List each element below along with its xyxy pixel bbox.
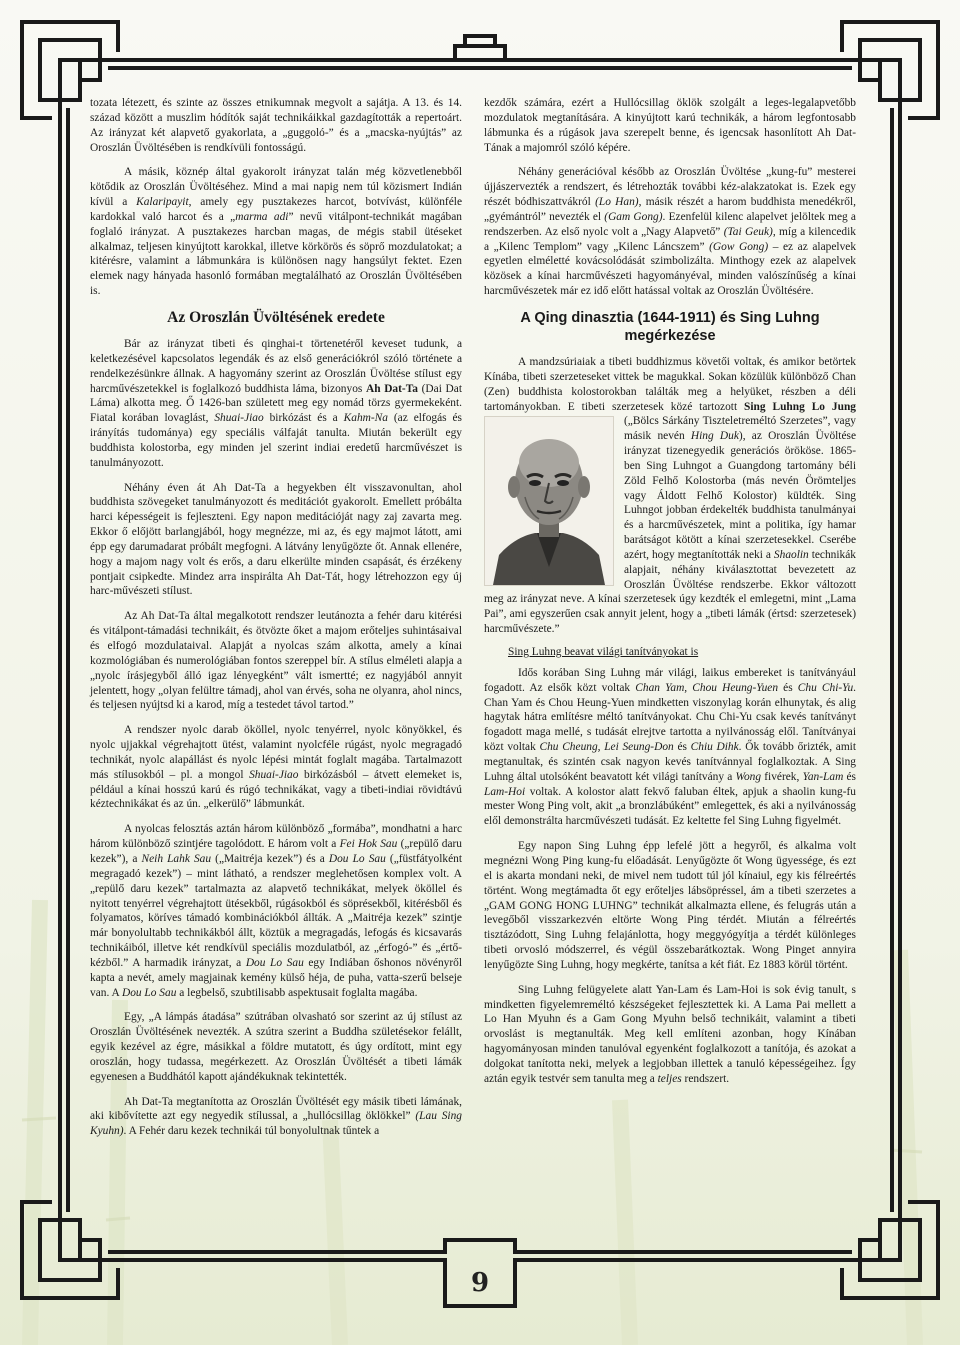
page-content <box>90 96 872 1246</box>
section-heading-origin: Az Oroszlán Üvöltésének eredete <box>167 308 385 326</box>
left-paragraph-1: tozata létezett, és szinte az összes etnikumnak megvolt a sajátja. A 13. és 14. század között a muszlim hódítók saját technikáikkal gazdagították a repertoárt. Az irányzat két alapvető gyakorlata, a „guggoló-” és a „macska-nyújtás” az Oroszlán Üvöltésében is rendkívüli fontosságú. <box>90 97 462 154</box>
subheading-lay-disciples: Sing Luhng beavat világi tanítványokat is <box>508 646 699 658</box>
left-paragraph-7: A nyolcas felosztás aztán három különböző „formába”, mondhatni a harc három különböző szintjére tagolódott. E három volt a Fei Hok Sau („repülő daru kezek”), a Neih Lahk Sau („Maitréja kezek”) és a Dou Lo Sau („füstfátyolként megragadó kezek”) – mint látható, a rendszer meglehetősen komplex volt. A „repülő daru kezek” tartalmazta az alapvető technikákat, melyek ököllel és nyitott tenyérrel végrehajtott ütésekből, rúgásokból és söprésekből, kitérésből és folyamatos, köríves támadó kombinációkból állták. A „Maitréja kezek” szintje már bonyolultabb technikákból állt, köztük a megragadás, lefogás és kicsavarás technikáiból, illetve két rendkívül speciális mozdulatból, az „érfogó-” és „értő-kézből.” A harmadik irányzat, a Dou Lo Sau egy Indiában őshonos növényről kapta a nevét, amely magjainak kemény külső héja, de puha, vatta-szerű belseje van. A Dou Lo Sau a legbelső, szubtilisabb aspektusait foglalta magába. <box>90 823 463 999</box>
right-paragraph-1: kezdők számára, ezért a Hullócsillag öklök szolgált a leges-legalapvetőbb mozdulatok megtanítására. A kinyújtott karú technikák, a három legfontosabb lábmunka és a rúgások java szerepelt benne, és igencsak hasonlított Ah Dat-Tának a majomról szóló képére. <box>484 97 856 154</box>
left-paragraph-3: Bár az irányzat tibeti és qinghai-t törtenetéről keveset tudunk, a keletkezésével kapcsolatos legendák és az első generációkról szóló története a rendelkezésünkre állnak. A hagyomány szerint az Oroszlán Üvöltése stílust egy harcművészetekkel is foglalkozó buddhista láma, bizonyos Ah Dat-Ta (Dai Dat Láma) alkotta meg. Ő 1426-ban született meg egy nomád törzs gyermekeként. Fiatal korában lovaglást, Shuai-Jiao birkózást és a Kahm-Na (az elfogás és irányítás tudománya) egy speciális válfaját tanulta. Miután bekerült egy buddhista kolostorba, egy minden jel szerint indiai eredetű harcművészet is tanulmányozott. <box>90 337 462 469</box>
left-column <box>90 96 462 1149</box>
right-paragraph-2: Néhány generációval később az Oroszlán Üvöltése „kung-fu” mesterei újjászervezték a rendszert, és létrehozták további kéz-alakzatokat is. Ezek egy részét bódhiszattvákról (Lo Han), másik részét a harom buddhista menedékről, „gyémántról” nevezték el (Gam Gong). Ezenfelül kilenc alapelvet jelöltek meg a rendszerben. Az első nyolc volt a „Nagy Alapvető” (Tai Geuk), míg a kilencedik a „Kilenc Templom” vagy „Kilenc Láncszem” (Gow Gong) – ez az alapelvek egyetlen elméletté kovácsolódását szimbolizálta. Minthogy ezek az alapelvek közösek a kínai harcművészeti hagyományéval, minden valószínűség a kínai harcművészetek már ez idő előtt hatással voltak az Oroszlán Üvöltésére. <box>484 166 857 298</box>
section-heading-qing: A Qing dinasztia (1644-1911) és Sing Luhng megérkezése <box>520 309 820 344</box>
left-paragraph-9: Ah Dat-Ta megtanította az Oroszlán Üvöltését egy másik tibeti lámának, aki kibővítette azt egy negyedik stílussal, a „hullócsillag öklökkel” (Lau Sing Kyuhn). A Fehér daru kezek technikái túl bonyolultnak tűntek a <box>90 1095 462 1138</box>
left-paragraph-6: A rendszer nyolc darab ököllel, nyolc tenyérrel, nyolc könyökkel, és nyolc ujjakkal végrehajtott ütést, valamint nyolcféle rúgást, nyolc megragadó technikát, nyolc alapállást és nyolc lépési mintát foglalt magába. Tartalmazott más stílusokból – pl. a mongol Shuai-Jiao birkózásból – átvett elemeket is, például a kínai hosszú karú és rúgó technikákat, vagy a tibeti-indiai rövidtávú kéztechnikákat és az ún. „elkerülő” lábmunkát. <box>90 724 463 811</box>
left-paragraph-2: A másik, köznép által gyakorolt irányzat talán még közvetlenebből kötődik az Oroszlán Üvöltéséhez. Mind a mai napig nem túl közismert Indián kívül a Kalaripayit, amely egy pusztakezes harcot, botvívást, különféle kardokkal való harcot és a „marma adi” nevű vitálpont-technikát magában foglaló irányzat. A pusztakezes harcban magas, de mégis stabil ütéseket alkalmaz, teljesen kinyújtott karokkal, illetve körkörös és söprő mozdulatokat; a kitérésre, valamint a lábmunkára is különösen nagy hangsúlyt fektet. Ezen elemek nagy hányada hasonló formában megtalálható az Oroszlán Üvöltésében is. <box>90 166 462 298</box>
right-paragraph-6: Sing Luhng felügyelete alatt Yan-Lam és Lam-Hoi is sok évig tanult, s mindketten figyelemreméltó készségeket fejlesztettek ki. A Lama Pai mellett a Lo Han Myuhn és a Gam Gong Myuhn belső technikáit, valamint a tibeti orvoslást is megtanulták. Meg kell említeni azonban, hogy Kínában hagyományosan minden tanulóval egyenként foglalkozott a tanítója, és azokat a dolgokat tanította neki, melyek a legjobban illettek a tanuló képességeihez. Így aztán egyik testvér sem tanulta meg a teljes rendszert. <box>484 983 856 1085</box>
right-paragraph-3a: A mandzsúriaiak a tibeti buddhizmus követői voltak, és amikor betörtek Kínába, tibeti szerzeteseket vittek be magukkal. Sokan közülük különböző Chan (Zen) buddhista kolostorokban találták meg a helyüket, részben a déli tartományokban. E tibeti szerzetesek közé tartozott Sing Luhng Lo Jung („Bölcs Sárkány Tiszteletreméltó Szerzetes”, vagy másik nevén Hing Duk), az Oroszlán Üvöltése irányzat tizenegyedik generációs örököse. 1865-ben Sing Luhngot a Guangdong tartomány béli Zöld Felhő Kolostorba (más nevén Örömteljes vagy Áldott Felhő Kolostor) küldték. Sing Luhngot jobban érdekelték buddhista tanulmányai és a harcművészetek, mint a politika, így hamar barátságot kötött a kínai szerzetesekkel. Cserébe azért, hogy megtanították neki a Shaolin technikák alapjait, néhány kiválasztottat bevezetett az Oroszlán Üvöltése rendszerbe. Ekkor változott meg az irányzat neve. A kínai szerzetesek úgy kezdték el emlegetni, mint „Lama Pai”, ami egyszerűen csak annyit jelent, hogy a „tibeti lámák (értsd: szerzetesek) harcművészete.” <box>484 355 857 636</box>
left-paragraph-5: Az Ah Dat-Ta által megalkotott rendszer leutánozta a fehér daru kitérési és vitálpont-támadási technikáit, és ötvözte őket a majom erőteljes suhintásaival és elfogó mozdulataival. Alapját a nyolcas szám alkotta, amely a kínai kozmológiában és numerológiában fontos szereppel bír. A stílus elméleti alapja a „nyolc írásjegyből álló igaz lényegként” vált ismertté; ez nagyjából annyit jelentett, hogy „olyan felültre támadj, ahol van érvés, soha ne olyanra, ahol nincs, és teljesen nyújtsd ki a karod, míg a testedet távol tartod.” <box>90 610 462 712</box>
portrait-image <box>484 416 614 586</box>
left-paragraph-8: Egy, „A lámpás átadása” szútrában olvasható sor szerint az új stílust az Oroszlán Üvöltésének nevezték. A szútra szerint a Buddha születésekor felállt, egyik kezével az égre, másikkal a földre mutatott, és úgy ordított, mint egy oroszlán, hogy tudassa, megérkezett. Az Oroszlán Üvöltését a tibeti lámák egyenesen a Buddhától kapott ajándékuknak tekintették. <box>90 1011 462 1083</box>
page-number: 9 <box>470 1268 490 1298</box>
right-paragraph-5: Egy napon Sing Luhng épp lefelé jött a hegyről, és alkalma volt megnézni Wong Ping kung-fu előadását. Lenyűgözte őt Wong ügyessége, és ezt el is akarta mondani neki, de mivel nem tudott túl jól kínaiul, egy kis félreértés történt. Wong megtámadta őt egy erőteljes lábsöpréssel, ám a tibeti szerzetes a „GAM GONG HONG LUHNG” technikát alkalmazta ellene, és felugrás után a levegőből visszarkezvén eltörte Wong Ping térdét. Miután a félreértés tisztázódott, Sing Luhng felajánlotta, hogy meggyógyítja a térdét különleges tibeti orvosló módszerrel, és végül összebarátkoztak. Wong Pinget annyira lenyűgözte Sing Luhng, hogy megkérte, tanítsa a két fiát. Ez 1883 körül történt. <box>484 840 856 971</box>
right-column <box>484 96 856 1097</box>
right-paragraph-4: Idős korában Sing Luhng már világi, laikus embereket is tanítványául fogadott. Az elsők közt voltak Chan Yam, Chou Heung-Yuen és Chu Chi-Yu. Chan Yam és Chou Heung-Yuen mindketten viszonylag korán elhunytak, és alig hagytak hátra említésre méltó tanítványokat. Chu Chi-Yu csak kevés tanítványt fogadott maga mellé, s tudását elrejtve tartotta a nyilvánosság elől. Tanítványai közt voltak Chu Cheung, Lei Seung-Don és Chiu Dihk. Ők tovább őrizték, amit megtanultak, és szintén csak nagyon kevés tanítvánnyal foglalkoztak. A Sing Luhng által utolsóként beavatott két világi tanítvány a Wong fivérek, Yan-Lam és Lam-Hoi voltak. A kolostor alatt fekvő faluban éltek, apjuk a shaolin kung-fu mester Wong Ping volt, akit „a bronzlábúként” emlegettek, és aki a nyilvánosság elől demonstrálta harcművészeti tudását. Ez keltette fel Sing Luhng figyelmét. <box>484 666 857 828</box>
left-paragraph-4: Néhány éven át Ah Dat-Ta a hegyekben élt visszavonultan, ahol buddhista szövegeket tanulmányozott és meditációt gyakorolt. Emellett próbálta harci képességeit is fejleszteni. Egy napon meditációját nagy zaj zavarta meg. Ekkor ő előjött barlangjából, hogy megnézze, mi az, és egy majmot látott, ami épp egy darumadarat próbált megfogni. A látvány lenyűgözte őt. Annak ellenére, hogy a majom nagy volt és erős, a daru elkerülte minden csapását, és érzékeny pontjait csipkedte. Mindez arra inspirálta Ah Dat-Tát, hogy létrehozzon egy új harc-művészeti stílust. <box>90 481 462 598</box>
